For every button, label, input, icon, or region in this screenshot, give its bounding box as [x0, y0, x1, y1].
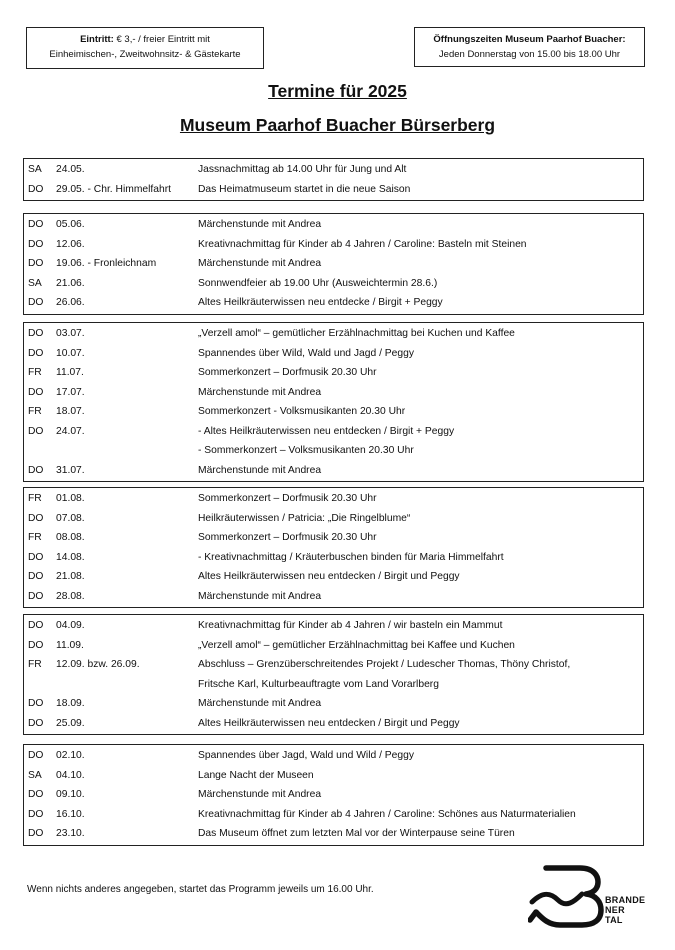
event-description: „Verzell amol“ – gemütlicher Erzählnachmittag bei Kuchen und Kaffee	[198, 328, 515, 339]
event-weekday: DO	[28, 698, 44, 709]
event-weekday: SA	[28, 277, 42, 289]
event-weekday: FR	[28, 367, 42, 378]
event-date: 11.09.	[56, 639, 84, 651]
event-row	[24, 636, 643, 656]
event-row	[24, 694, 643, 714]
footer-note: Wenn nichts anderes angegeben, startet das Programm jeweils um 16.00 Uhr.	[27, 884, 374, 895]
event-description: Märchenstunde mit Andrea	[198, 258, 322, 269]
event-row	[24, 489, 643, 509]
event-weekday: DO	[28, 183, 44, 195]
event-date: 10.07.	[56, 347, 85, 359]
event-row	[24, 422, 643, 442]
event-weekday: DO	[28, 639, 44, 651]
event-row	[24, 746, 643, 766]
event-date: 14.08.	[56, 551, 85, 563]
event-date: 24.05.	[56, 164, 85, 175]
event-date: 03.07.	[56, 328, 85, 339]
event-date: 08.08.	[56, 532, 85, 543]
event-row	[24, 363, 643, 383]
event-description: Sommerkonzert – Dorfmusik 20.30 Uhr	[198, 532, 377, 543]
event-row	[24, 274, 643, 294]
event-description: Altes Heilkräuterwissen neu entdecken / Birgit und Peggy	[198, 571, 460, 582]
event-date: 11.07.	[56, 367, 84, 378]
event-weekday: SA	[28, 164, 42, 175]
opening-hours-box	[414, 27, 645, 67]
event-row	[24, 215, 643, 235]
event-description: Das Museum öffnet zum letzten Mal vor der Winterpause seine Türen	[198, 828, 515, 839]
event-description: Abschluss – Grenzüberschreitendes Projekt / Ludescher Thomas, Thöny Christof,	[198, 659, 571, 670]
event-row	[24, 441, 643, 461]
admission-card-note: Einheimischen-, Zweitwohnsitz- & Gästekarte	[49, 49, 241, 60]
event-row	[24, 235, 643, 255]
event-description: „Verzell amol“ – gemütlicher Erzählnachmittag bei Kaffee und Kuchen	[198, 639, 515, 651]
event-weekday: DO	[28, 571, 44, 582]
event-description: Märchenstunde mit Andrea	[198, 464, 322, 476]
logo-text-line-2: NER	[605, 905, 625, 915]
event-description: Heilkräuterwissen / Patricia: „Die Ringelblume“	[198, 512, 411, 524]
schedule-block	[23, 158, 644, 201]
event-row	[24, 714, 643, 734]
event-date: 09.10.	[56, 789, 85, 800]
event-date: 12.09. bzw. 26.09.	[56, 659, 140, 670]
event-weekday: DO	[28, 219, 44, 230]
event-weekday: FR	[28, 493, 42, 504]
event-description: Sommerkonzert – Dorfmusik 20.30 Uhr	[198, 367, 377, 378]
event-row	[24, 383, 643, 403]
schedule-block	[23, 487, 644, 608]
admission-price: € 3,- / freier Eintritt mit	[113, 34, 210, 45]
event-description: - Kreativnachmittag / Kräuterbuschen binden für Maria Himmelfahrt	[198, 551, 504, 563]
logo-text-line-3: TAL	[605, 915, 623, 925]
event-row	[24, 461, 643, 481]
event-date: 16.10.	[56, 808, 85, 820]
event-weekday: DO	[28, 750, 44, 761]
opening-hours-title: Öffnungszeiten Museum Paarhof Buacher:	[433, 34, 626, 45]
event-weekday: FR	[28, 532, 42, 543]
event-date: 04.10.	[56, 769, 85, 781]
event-row	[24, 509, 643, 529]
event-date: 29.05. - Chr. Himmelfahrt	[56, 183, 172, 195]
event-description: Märchenstunde mit Andrea	[198, 590, 322, 602]
event-description: Spannendes über Jagd, Wald und Wild / Peggy	[198, 750, 414, 761]
event-weekday: DO	[28, 238, 44, 250]
event-weekday: DO	[28, 425, 44, 437]
schedule-block	[23, 614, 644, 735]
event-weekday: FR	[28, 406, 42, 417]
event-description: Sonnwendfeier ab 19.00 Uhr (Ausweichtermin 28.6.)	[198, 277, 438, 289]
event-description: Sommerkonzert – Dorfmusik 20.30 Uhr	[198, 493, 377, 504]
event-row	[24, 567, 643, 587]
admission-label: Eintritt:	[80, 34, 114, 45]
event-weekday: DO	[28, 297, 44, 308]
event-row	[24, 160, 643, 180]
event-weekday: DO	[28, 347, 44, 359]
logo-text-line-1: BRANDE	[605, 895, 646, 905]
event-description: - Altes Heilkräuterwissen neu entdecken / Birgit + Peggy	[198, 425, 455, 437]
event-date: 31.07.	[56, 464, 85, 476]
event-row	[24, 655, 643, 675]
event-weekday: DO	[28, 512, 44, 524]
event-date: 21.06.	[56, 277, 85, 289]
schedule-block	[23, 744, 644, 846]
event-description: Das Heimatmuseum startet in die neue Saison	[198, 183, 411, 195]
event-description: - Sommerkonzert – Volksmusikanten 20.30 Uhr	[198, 445, 414, 456]
event-date: 18.09.	[56, 698, 85, 709]
event-weekday: DO	[28, 620, 44, 631]
event-row	[24, 402, 643, 422]
event-description: Spannendes über Wild, Wald und Jagd / Peggy	[198, 347, 414, 359]
event-date: 07.08.	[56, 512, 85, 524]
event-row	[24, 675, 643, 695]
event-row	[24, 824, 643, 844]
event-date: 19.06. - Fronleichnam	[56, 258, 157, 269]
event-description: Sommerkonzert - Volksmusikanten 20.30 Uhr	[198, 406, 406, 417]
event-date: 12.06.	[56, 238, 85, 250]
event-description: Lange Nacht der Museen	[198, 769, 314, 781]
opening-hours-text: Jeden Donnerstag von 15.00 bis 18.00 Uhr	[438, 49, 621, 60]
event-row	[24, 587, 643, 607]
event-date: 26.06.	[56, 297, 85, 308]
event-date: 23.10.	[56, 828, 85, 839]
event-description: Altes Heilkräuterwissen neu entdecke / Birgit + Peggy	[198, 297, 443, 308]
event-row	[24, 293, 643, 313]
event-description: Märchenstunde mit Andrea	[198, 698, 322, 709]
event-row	[24, 254, 643, 274]
event-row	[24, 766, 643, 786]
event-date: 04.09.	[56, 620, 85, 631]
event-description: Jassnachmittag ab 14.00 Uhr für Jung und Alt	[198, 164, 407, 175]
event-row	[24, 528, 643, 548]
event-weekday: DO	[28, 789, 44, 800]
schedule-block	[23, 213, 644, 315]
event-description: Märchenstunde mit Andrea	[198, 219, 322, 230]
event-row	[24, 805, 643, 825]
event-date: 25.09.	[56, 717, 85, 729]
event-date: 18.07.	[56, 406, 85, 417]
event-weekday: DO	[28, 258, 44, 269]
event-weekday: DO	[28, 828, 44, 839]
event-row	[24, 548, 643, 568]
event-weekday: FR	[28, 659, 42, 670]
event-row	[24, 616, 643, 636]
event-description: Kreativnachmittag für Kinder ab 4 Jahren / wir basteln ein Mammut	[198, 620, 503, 631]
event-date: 21.08.	[56, 571, 85, 582]
event-row	[24, 180, 643, 200]
event-date: 24.07.	[56, 425, 85, 437]
page-title: Termine für 2025	[268, 81, 407, 101]
event-date: 01.08.	[56, 493, 85, 504]
event-description: Fritsche Karl, Kulturbeauftragte vom Land Vorarlberg	[198, 678, 439, 690]
event-description: Kreativnachmittag für Kinder ab 4 Jahren / Caroline: Basteln mit Steinen	[198, 238, 527, 250]
event-weekday: SA	[28, 769, 42, 781]
event-description: Märchenstunde mit Andrea	[198, 386, 322, 398]
event-row	[24, 324, 643, 344]
event-description: Altes Heilkräuterwissen neu entdecken / Birgit und Peggy	[198, 717, 460, 729]
page-subtitle: Museum Paarhof Buacher Bürserberg	[179, 115, 496, 135]
event-weekday: DO	[28, 328, 44, 339]
event-row	[24, 344, 643, 364]
event-row	[24, 785, 643, 805]
event-weekday: DO	[28, 464, 44, 476]
event-date: 05.06.	[56, 219, 85, 230]
event-weekday: DO	[28, 590, 44, 602]
event-weekday: DO	[28, 386, 44, 398]
event-weekday: DO	[28, 717, 44, 729]
schedule-block	[23, 322, 644, 482]
admission-info-box	[26, 27, 264, 69]
event-description: Kreativnachmittag für Kinder ab 4 Jahren / Caroline: Schönes aus Naturmaterialien	[198, 808, 576, 820]
event-date: 02.10.	[56, 750, 85, 761]
event-date: 17.07.	[56, 386, 85, 398]
event-weekday: DO	[28, 551, 44, 563]
event-description: Märchenstunde mit Andrea	[198, 789, 322, 800]
event-date: 28.08.	[56, 590, 85, 602]
event-weekday: DO	[28, 808, 44, 820]
